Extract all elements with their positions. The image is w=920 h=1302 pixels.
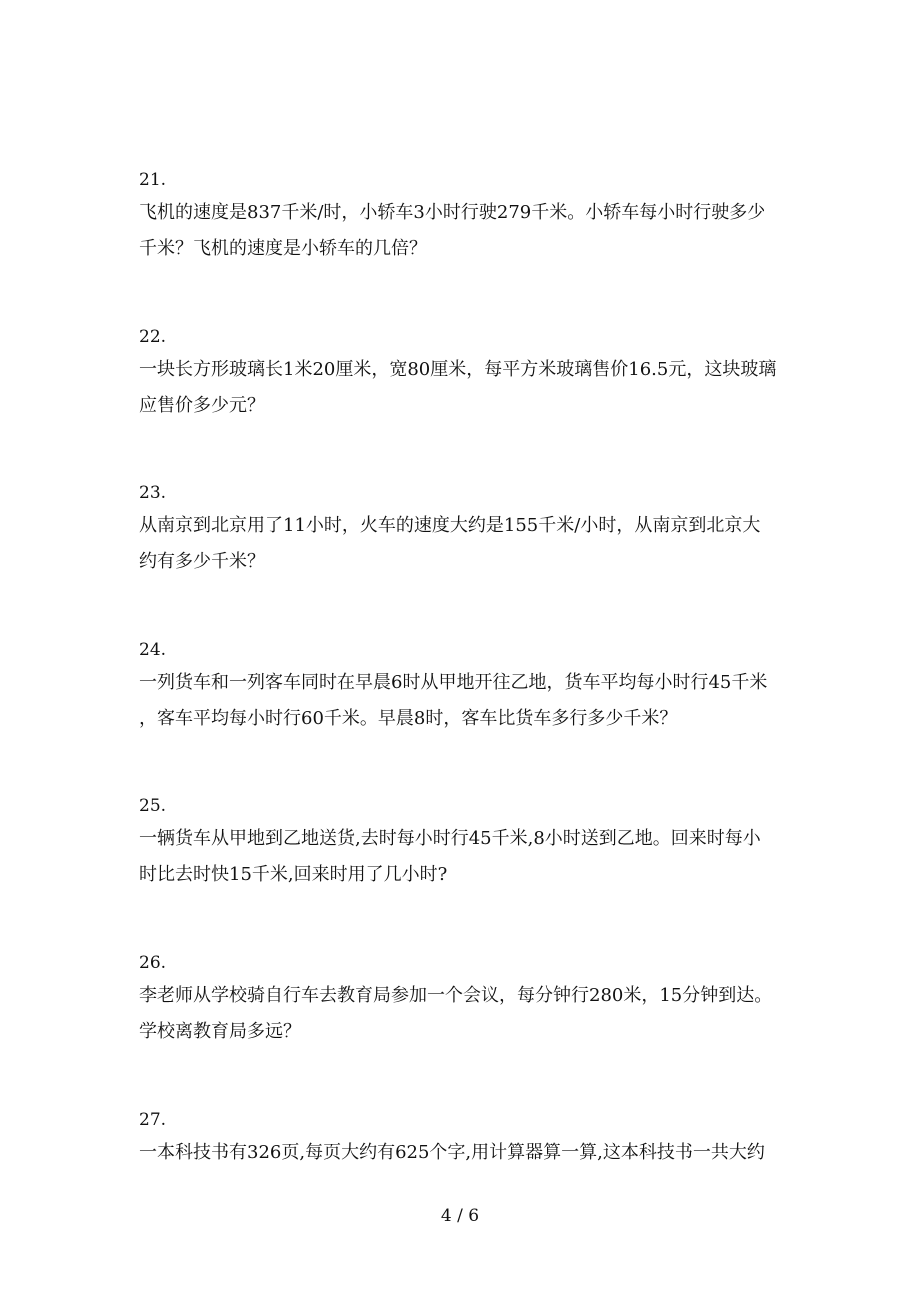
problem-23 [139, 483, 789, 572]
page-indicator: 4 / 6 [440, 1206, 480, 1226]
problem-25 [139, 796, 789, 885]
problem-text-line: 千米？飞机的速度是小轿车的几倍？ [139, 238, 427, 259]
problem-text-line: 一辆货车从甲地到乙地送货,去时每小时行45千米,8小时送到乙地。回来时每小 [139, 828, 761, 849]
problem-text-line: 从南京到北京用了11小时，火车的速度大约是155千米/小时，从南京到北京大 [139, 515, 761, 536]
problem-27 [139, 1110, 789, 1163]
problem-text-line: 约有多少千米？ [139, 551, 265, 572]
problem-26 [139, 953, 789, 1042]
problem-text-line: 一块长方形玻璃长1米20厘米，宽80厘米，每平方米玻璃售价16.5元，这块玻璃 [139, 359, 777, 380]
problem-text-line: 李老师从学校骑自行车去教育局参加一个会议，每分钟行280米，15分钟到达。 [139, 985, 773, 1006]
problem-number: 21. [139, 170, 167, 190]
problem-text-line: 时比去时快15千米,回来时用了几小时? [139, 864, 448, 885]
problem-number: 26. [139, 953, 167, 973]
problem-text-line: 飞机的速度是837千米/时，小轿车3小时行驶279千米。小轿车每小时行驶多少 [139, 202, 766, 223]
problem-text-line: ，客车平均每小时行60千米。早晨8时，客车比货车多行多少千米？ [139, 708, 678, 729]
problem-text-line: 应售价多少元？ [139, 395, 265, 416]
problem-21 [139, 170, 789, 259]
problem-24 [139, 640, 789, 729]
problem-number: 25. [139, 796, 167, 816]
problem-text-line: 一本科技书有326页,每页大约有625个字,用计算器算一算,这本科技书一共大约 [139, 1142, 765, 1163]
problem-number: 27. [139, 1110, 167, 1130]
problem-number: 24. [139, 640, 167, 660]
problem-number: 23. [139, 483, 167, 503]
problem-number: 22. [139, 327, 167, 347]
problem-text-line: 一列货车和一列客车同时在早晨6时从甲地开往乙地，货车平均每小时行45千米 [139, 672, 768, 693]
problem-text-line: 学校离教育局多远？ [139, 1021, 301, 1042]
problem-22 [139, 327, 789, 416]
